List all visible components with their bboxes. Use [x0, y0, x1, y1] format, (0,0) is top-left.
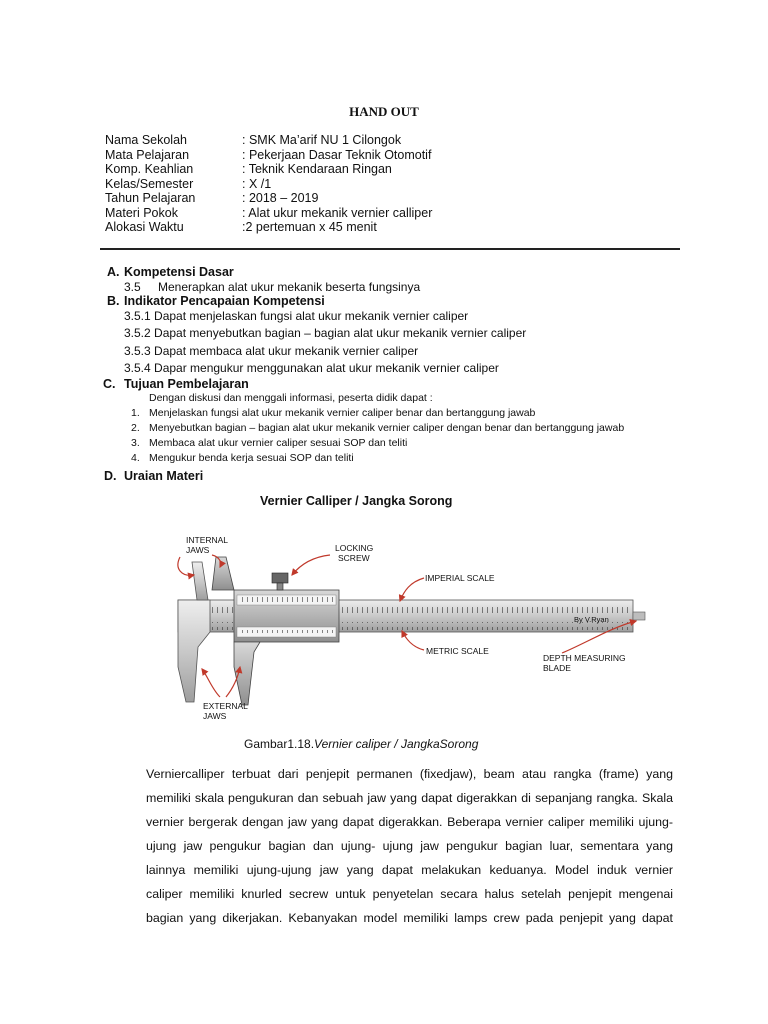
goal-text: Menjelaskan fungsi alat ukur mekanik vernier caliper benar dan bertanggung jawab — [149, 407, 536, 419]
fixed-jaw — [178, 600, 210, 702]
arrow-internal-left — [178, 557, 194, 575]
body-line: vernier bergerak dengan jaw yang dapat digerakkan. Beberapa vernier caliper memiliki ujung- — [146, 815, 673, 829]
vernier-ticks-top — [238, 595, 335, 602]
section-b-marker: B. — [107, 294, 120, 308]
indicator-item: 3.5.4 Dapar mengukur menggunakan alat ukur mekanik vernier caliper — [124, 361, 499, 375]
section-a-text: Menerapkan alat ukur mekanik beserta fungsinya — [158, 280, 421, 294]
section-b-heading: Indikator Pencapaian Kompetensi — [124, 294, 325, 308]
identity-label: Mata Pelajaran — [105, 148, 190, 162]
identity-label: Nama Sekolah — [105, 133, 187, 147]
body-line: lainnya memiliki ujung-ujung jaw yang dapat melakukan keduanya. Model induk vernier — [146, 863, 673, 877]
identity-value: : Alat ukur mekanik vernier calliper — [242, 206, 433, 220]
identity-value: : X /1 — [242, 177, 272, 191]
section-c-intro: Dengan diskusi dan menggali informasi, peserta didik dapat : — [149, 392, 433, 404]
identity-label: Komp. Keahlian — [105, 162, 194, 176]
vernier-caliper-figure — [142, 527, 657, 727]
identity-value: : Teknik Kendaraan Ringan — [242, 162, 392, 176]
locking-screw — [272, 573, 288, 583]
goal-text: Menyebutkan bagian – bagian alat ukur mekanik vernier caliper dengan benar dan bertanggung jawab — [149, 422, 625, 434]
body-line: bagian yang dikerjakan. Kebanyakan model memiliki lamps crew pada penjepit yang dapat — [146, 911, 673, 925]
label-external-jaws-2: JAWS — [203, 711, 227, 721]
identity-label: Materi Pokok — [105, 206, 178, 220]
identity-value: : SMK Ma’arif NU 1 Cilongok — [242, 133, 402, 147]
horizontal-rule — [100, 248, 680, 250]
goal-number: 2. — [131, 422, 140, 434]
body-line: Verniercalliper terbuat dari penjepit permanen (fixedjaw), beam atau rangka (frame) yang — [146, 767, 673, 781]
arrow-metric-scale — [402, 631, 424, 650]
fixed-internal-jaw — [192, 562, 208, 600]
section-a-heading: Kompetensi Dasar — [124, 265, 234, 279]
label-depth-blade: DEPTH MEASURING — [543, 653, 626, 663]
goal-text: Membaca alat ukur vernier caliper sesuai SOP dan teliti — [149, 437, 408, 449]
identity-label: Tahun Pelajaran — [105, 191, 196, 205]
section-a-number: 3.5 — [124, 280, 141, 294]
label-locking-screw-2: SCREW — [338, 553, 370, 563]
label-depth-blade-2: BLADE — [543, 663, 571, 673]
label-imperial-scale: IMPERIAL SCALE — [425, 573, 495, 583]
identity-value: : 2018 – 2019 — [242, 191, 319, 205]
identity-value: : Pekerjaan Dasar Teknik Otomotif — [242, 148, 432, 162]
section-d-marker: D. — [104, 469, 117, 483]
goal-number: 1. — [131, 407, 140, 419]
subheading: Vernier Calliper / Jangka Sorong — [260, 494, 453, 508]
signature: By V.Ryan — [574, 615, 609, 624]
section-d-heading: Uraian Materi — [124, 469, 204, 483]
goal-text: Mengukur benda kerja sesuai SOP dan teliti — [149, 452, 354, 464]
goal-number: 4. — [131, 452, 140, 464]
indicator-item: 3.5.2 Dapat menyebutkan bagian – bagian alat ukur mekanik vernier caliper — [124, 326, 527, 340]
label-external-jaws: EXTERNAL — [203, 701, 248, 711]
arrow-locking-screw — [292, 555, 330, 575]
arrow-imperial-scale — [400, 578, 424, 601]
moving-internal-jaw — [212, 557, 234, 590]
section-c-heading: Tujuan Pembelajaran — [124, 377, 249, 391]
goal-number: 3. — [131, 437, 140, 449]
identity-value: :2 pertemuan x 45 menit — [242, 220, 377, 234]
locking-screw-stem — [277, 583, 283, 590]
arrow-external-left — [202, 669, 220, 697]
body-line: ujung jaw pengukur bagian dan ujung- ujung jaw pengukur bagian luar, sementara yang — [146, 839, 673, 853]
label-locking-screw: LOCKING — [335, 543, 374, 553]
section-c-marker: C. — [103, 377, 116, 391]
label-internal-jaws-2: JAWS — [186, 545, 210, 555]
section-a-marker: A. — [107, 265, 120, 279]
body-line: memiliki skala pengukuran dan sebuah jaw yang dapat digerakkan di sepanjang rangka. Skala — [146, 791, 673, 805]
figure-caption — [244, 737, 478, 751]
page-title: HAND OUT — [349, 104, 419, 119]
label-internal-jaws: INTERNAL — [186, 535, 229, 545]
body-line: caliper memiliki knurled secrew untuk penyetelan secara halus setelah penjepit mengenai — [146, 887, 673, 901]
label-metric-scale: METRIC SCALE — [426, 646, 489, 656]
caption-prefix: Gambar1.18. — [244, 737, 315, 751]
indicator-item: 3.5.1 Dapat menjelaskan fungsi alat ukur mekanik vernier caliper — [124, 309, 469, 323]
identity-label: Kelas/Semester — [105, 177, 194, 191]
identity-label: Alokasi Waktu — [105, 220, 184, 234]
indicator-item: 3.5.3 Dapat membaca alat ukur mekanik vernier caliper — [124, 344, 419, 358]
depth-blade — [633, 612, 645, 620]
vernier-ticks-bottom — [238, 630, 335, 637]
caption-title: Vernier caliper / JangkaSorong — [314, 737, 479, 751]
